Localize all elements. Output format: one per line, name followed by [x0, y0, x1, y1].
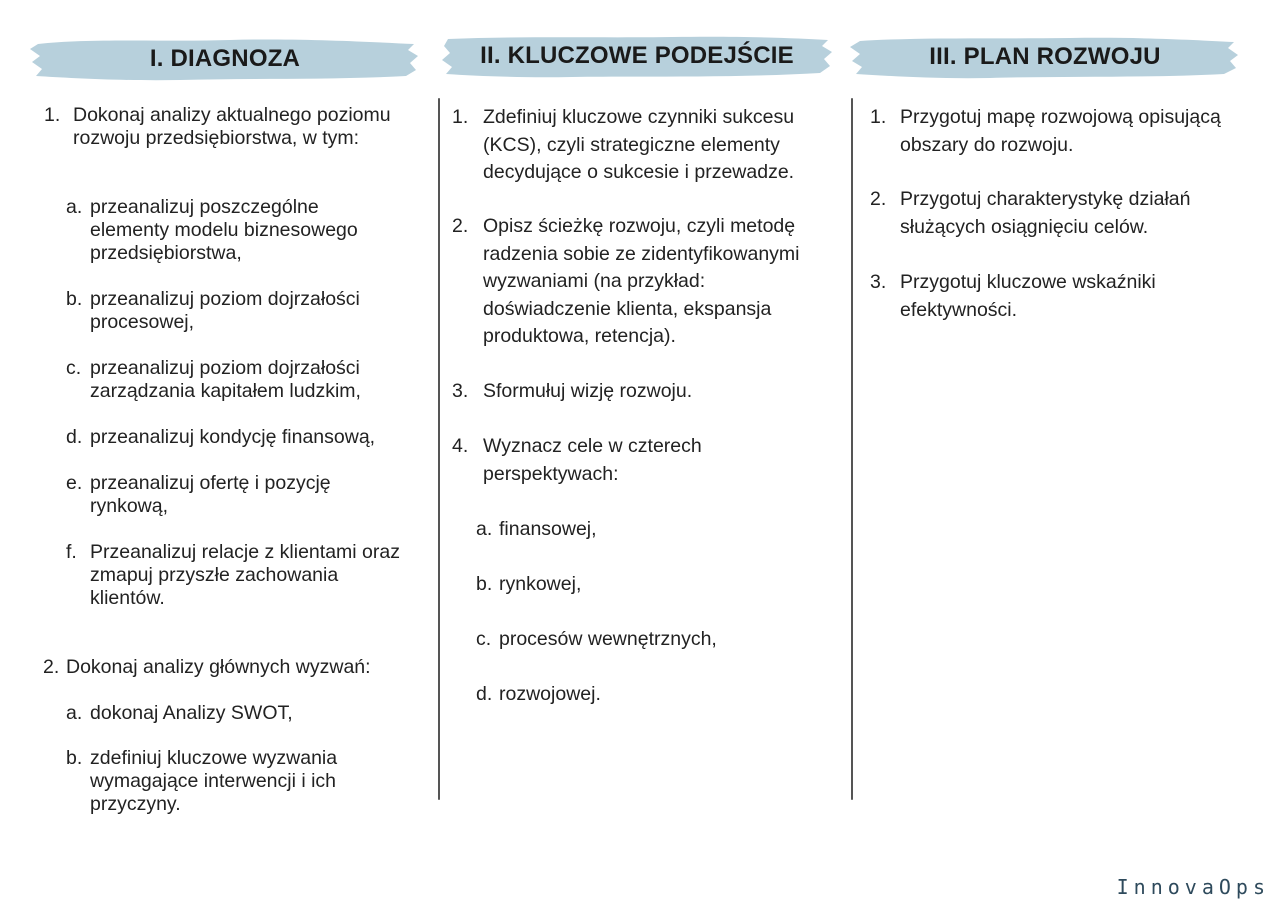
sublist-letter: a. [66, 196, 83, 218]
column-1-header [30, 36, 420, 82]
list-number: 1. [44, 104, 61, 126]
list-item-text: Dokonaj analizy aktualnego poziomu rozwoju przedsiębiorstwa, w tym: [73, 104, 391, 149]
sublist-letter: f. [66, 541, 77, 563]
list-number: 2. [870, 188, 887, 210]
sublist-item-text: rozwojowej. [499, 683, 601, 705]
innovaops-logo: InnovaOps [1116, 875, 1270, 899]
sublist-item-text: przeanalizuj kondycję finansową, [90, 426, 376, 448]
list-item-text: Zdefiniuj kluczowe czynniki sukcesu (KCS), czyli strategiczne elementy decydujące o sukcesie i przewadze. [483, 106, 795, 183]
column-2-header [442, 33, 832, 79]
sublist-item-text: procesów wewnętrznych, [499, 628, 717, 650]
sublist-item-text: przeanalizuj poziom dojrzałości zarządzania kapitałem ludzkim, [90, 357, 361, 402]
sublist-item-text: Przeanalizuj relacje z klientami oraz zmapuj przyszłe zachowania klientów. [90, 541, 400, 609]
list-number: 2. [43, 656, 60, 678]
sublist-item-text: zdefiniuj kluczowe wyzwania wymagające interwencji i ich przyczyny. [90, 747, 338, 815]
list-number: 3. [870, 271, 887, 293]
sublist-letter: a. [476, 518, 493, 540]
sublist-letter: d. [476, 683, 493, 705]
column-divider [438, 98, 440, 800]
list-item-text: Wyznacz cele w czterech perspektywach: [483, 435, 702, 485]
list-number: 1. [870, 106, 887, 128]
sublist-letter: e. [66, 472, 83, 494]
sublist-letter: b. [66, 288, 83, 310]
list-item-text: Opisz ścieżkę rozwoju, czyli metodę radzenia sobie ze zidentyfikowanymi wyzwaniami (na przykład: doświadczenie klienta, ekspansja produktowa, retencja). [483, 215, 800, 347]
list-number: 4. [452, 435, 469, 457]
sublist-item-text: przeanalizuj poziom dojrzałości procesowej, [90, 288, 360, 333]
sublist-item-text: dokonaj Analizy SWOT, [90, 702, 293, 724]
list-item-text: Przygotuj mapę rozwojową opisującą obszary do rozwoju. [900, 106, 1221, 156]
list-item-text: Sformułuj wizję rozwoju. [483, 380, 693, 402]
list-item-text: Przygotuj charakterystykę działań służących osiągnięciu celów. [900, 188, 1191, 238]
sublist-letter: b. [476, 573, 493, 595]
list-number: 2. [452, 215, 469, 237]
column-3-header [850, 34, 1240, 80]
sublist-letter: c. [476, 628, 492, 650]
sublist-item-text: przeanalizuj poszczególne elementy modelu biznesowego przedsiębiorstwa, [90, 196, 358, 264]
list-number: 3. [452, 380, 469, 402]
sublist-item-text: rynkowej, [499, 573, 582, 595]
column-divider [851, 98, 853, 800]
sublist-letter: a. [66, 702, 83, 724]
list-item-text: Dokonaj analizy głównych wyzwań: [66, 656, 371, 678]
column-3-title: III. PLAN ROZWOJU [929, 43, 1161, 70]
sublist-item-text: przeanalizuj ofertę i pozycję rynkową, [90, 472, 331, 517]
sublist-letter: c. [66, 357, 82, 379]
column-2-title: II. KLUCZOWE PODEJŚCIE [480, 42, 794, 69]
sublist-item-text: finansowej, [499, 518, 597, 540]
column-1-title: I. DIAGNOZA [149, 45, 301, 72]
sublist-letter: b. [66, 747, 83, 769]
list-number: 1. [452, 106, 469, 128]
list-item-text: Przygotuj kluczowe wskaźniki efektywności. [900, 271, 1156, 321]
sublist-letter: d. [66, 426, 83, 448]
